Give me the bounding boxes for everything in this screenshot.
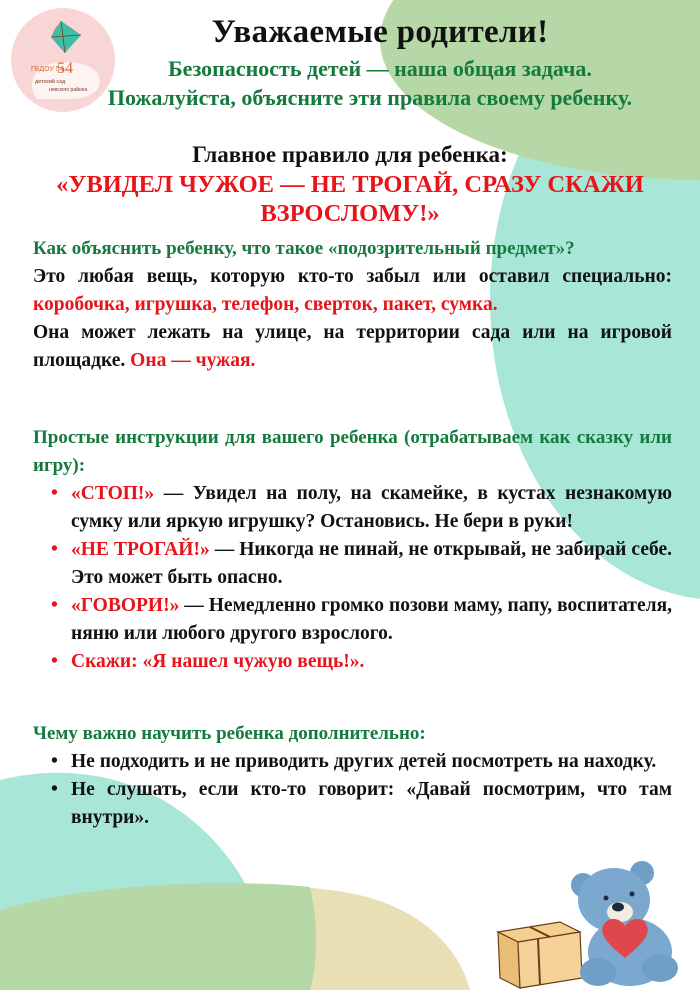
- svg-text:54: 54: [57, 60, 73, 77]
- subtitle-safety: Безопасность детей — наша общая задача.: [168, 56, 592, 81]
- paragraph-definition: Это любая вещь, которую кто-то забыл или оставил специально: коробочка, игрушка, телефон, сверток, пакет, сумка.: [33, 266, 672, 315]
- page-title: Уважаемые родители!: [211, 14, 549, 50]
- svg-text:невского района: невского района: [49, 87, 88, 93]
- main-rule-text: «УВИДЕЛ ЧУЖОЕ — НЕ ТРОГАЙ, СРАЗУ СКАЖИ ВЗРОСЛОМУ!»: [56, 171, 644, 227]
- list-item: • Не подходить и не приводить других детей посмотреть на находку.: [33, 748, 672, 776]
- section-instructions: [33, 424, 672, 676]
- subtitle-request: Пожалуйста, объясните эти правила своему ребенку.: [107, 85, 633, 110]
- instructions-list: [33, 480, 672, 676]
- bullet-icon: •: [51, 751, 58, 772]
- list-item: • «СТОП!» — Увидел на полу, на скамейке, в кустах незнакомую сумку или яркую игрушку? Остановись. Не бери в руки!: [33, 480, 672, 536]
- section-suspicious-object: [33, 235, 672, 375]
- paragraph-location: Она может лежать на улице, на территории сада или на игровой площадке. Она — чужая.: [33, 322, 672, 371]
- svg-text:детский сад: детский сад: [35, 79, 66, 85]
- svg-text:ГБДОУ 54: ГБДОУ 54: [31, 66, 64, 73]
- list-item: • Скажи: «Я нашел чужую вещь!».: [33, 648, 672, 676]
- teddy-bear-icon: [571, 861, 678, 986]
- cardboard-box-icon: [498, 922, 582, 988]
- illustration: [480, 840, 700, 990]
- list-item: • «ГОВОРИ!» — Немедленно громко позови маму, папу, воспитателя, няню или любого другого взрослого.: [33, 592, 672, 648]
- section-heading: Чему важно научить ребенка дополнительно:: [33, 723, 426, 744]
- additional-list: [33, 748, 672, 832]
- section-heading: Как объяснить ребенку, что такое «подозрительный предмет»?: [33, 238, 575, 259]
- bullet-icon: •: [51, 483, 58, 504]
- list-item: • «НЕ ТРОГАЙ!» — Никогда не пинай, не открывай, не забирай себе. Это может быть опасно.: [33, 536, 672, 592]
- object-examples: коробочка, игрушка, телефон, сверток, пакет, сумка.: [33, 294, 498, 315]
- bullet-icon: •: [51, 651, 58, 672]
- main-rule-heading: Главное правило для ребенка:: [192, 142, 508, 167]
- foreign-warning: Она — чужая.: [130, 350, 256, 371]
- list-item: • Не слушать, если кто-то говорит: «Давай посмотрим, что там внутри».: [33, 776, 672, 832]
- bullet-icon: •: [51, 779, 58, 800]
- bullet-icon: •: [51, 539, 58, 560]
- bullet-icon: •: [51, 595, 58, 616]
- section-heading: Простые инструкции для вашего ребенка (отрабатываем как сказку или игру):: [33, 427, 672, 476]
- section-additional: [33, 720, 672, 832]
